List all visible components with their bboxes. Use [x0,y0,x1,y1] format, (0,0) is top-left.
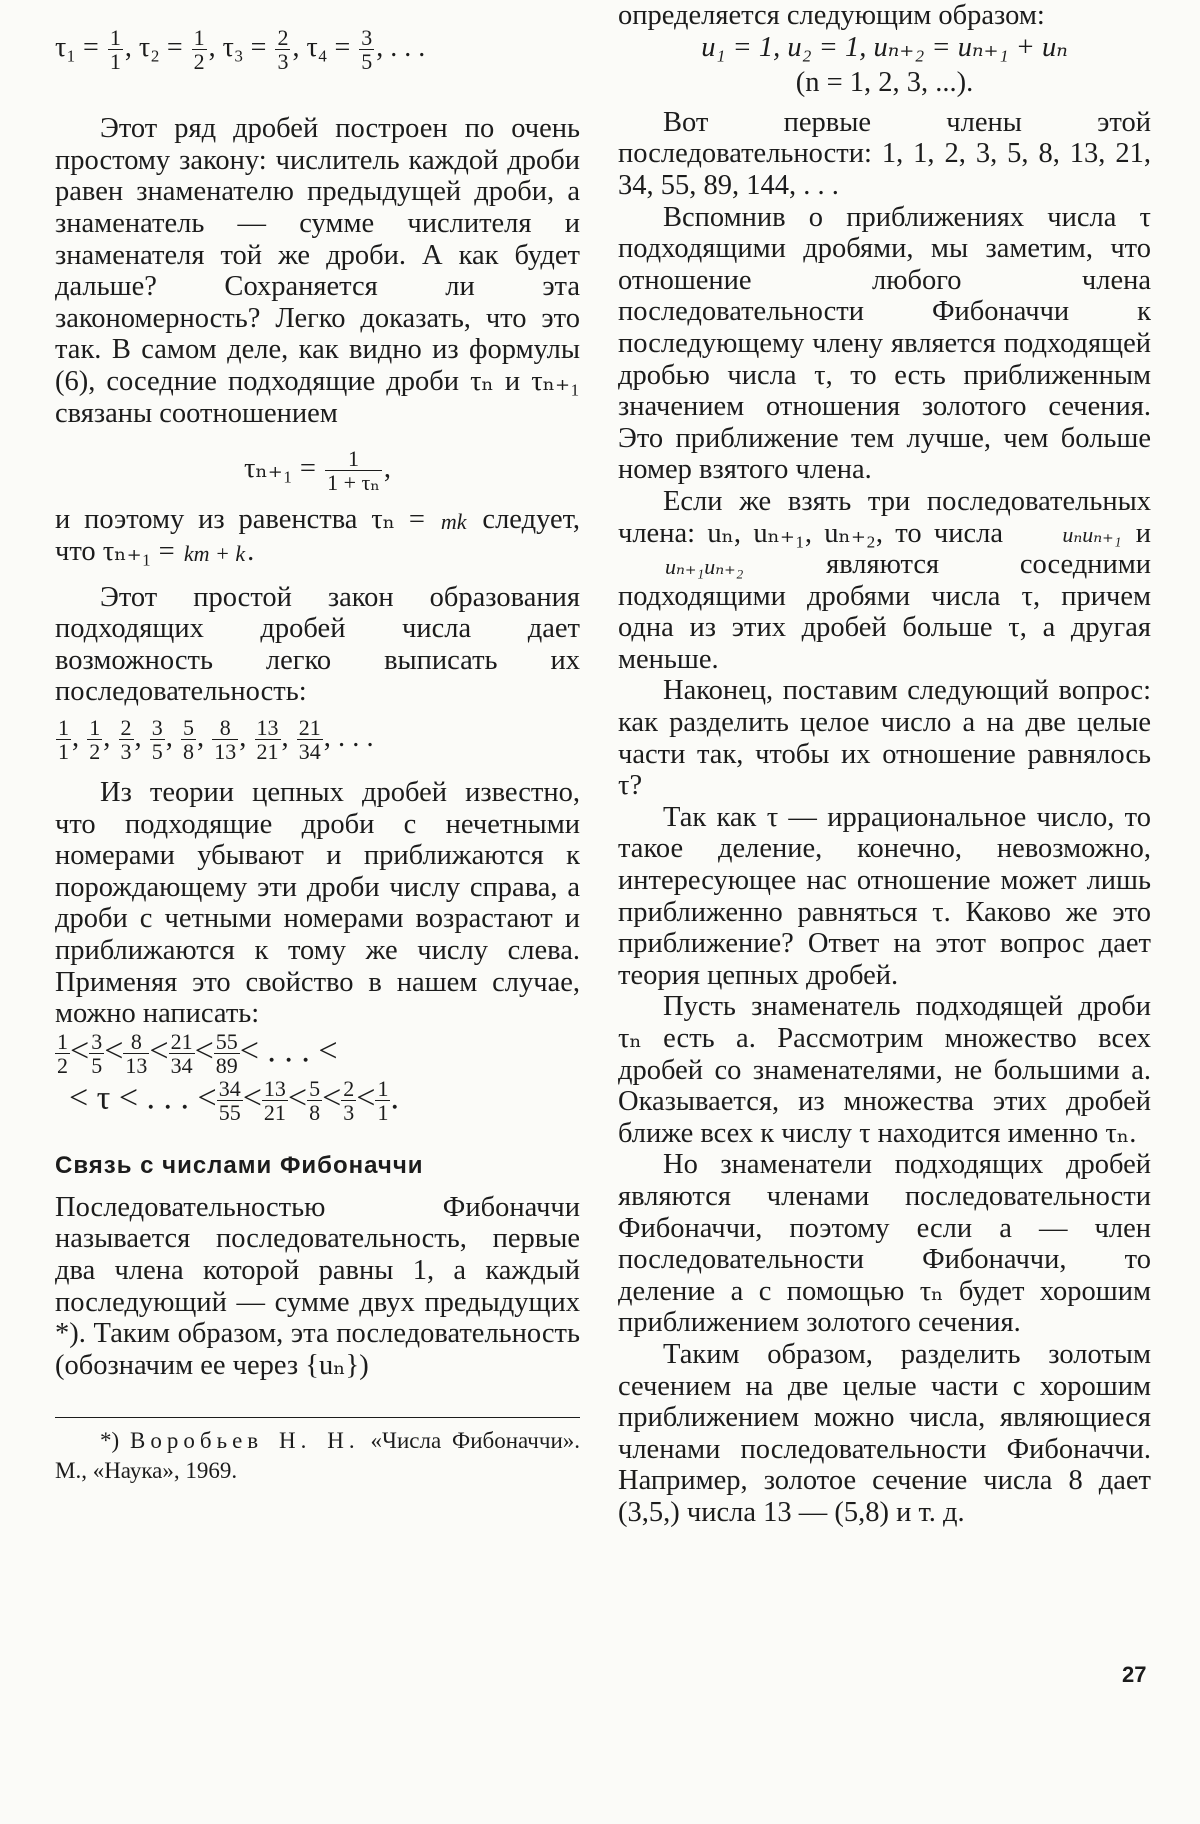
inequality-fraction: $\frac{1}{2}$ [57,1028,68,1078]
inequality-fraction: $\frac{21}{34}$ [170,1028,193,1078]
paragraph: Наконец, поставим следующий вопрос: как разделить целое число a на две целые части так, чтобы их отношение равнялось τ? [618,675,1151,802]
inequality-fraction: $\frac{2}{3}$ [343,1076,355,1126]
sequence-fraction: $\frac{13}{21}$ [256,714,279,764]
inequality-line-1: $\frac{1}{2}$ < $\frac{3}{5}$ < $\frac{8}{13}$ < $\frac{21}{34}$ < $\frac{55}{89}$ < . . . < [57,1028,338,1078]
fibonacci-definition: u₁ = 1, u₂ = 1, uₙ₊₂ = uₙ₊₁ + uₙ [701,31,1068,63]
inequality-fraction: $\frac{1}{1}$ [377,1076,389,1126]
tau-1: τ₁ = $\frac{1}{1}$ [55,25,121,75]
sequence-fraction: $\frac{8}{13}$ [214,714,237,764]
paragraph: Таким образом, разделить золотым сечением на две целые части с хорошим приближением можно числа, являющиеся членами последовательности Фибоначчи. Например, золотое сечение числа 8 дает (3,5,) числа 13 — (5,8) и т. д. [618,1338,1151,1528]
left-column [55,0,580,1486]
paragraph: Последовательностью Фибоначчи называется последовательность, первые два члена которой равны 1, а каждый последующий — сумме двух предыдущих *). Таким образом, эта последовательность (обозначим ее через {uₙ}) [55,1191,580,1381]
inequality-fraction: $\frac{55}{89}$ [215,1028,238,1078]
right-column [618,0,1151,1529]
sequence-fraction: $\frac{5}{8}$ [183,714,194,764]
sequence-fraction: $\frac{1}{2}$ [89,714,101,764]
sequence-fraction: $\frac{21}{34}$ [298,714,321,764]
inequality-fraction: $\frac{8}{13}$ [125,1028,148,1078]
tau-sequence: τ₁ = $\frac{1}{1}$ , τ₂ = $\frac{1}{2}$ , τ₃ = $\frac{2}{3}$ , τ₄ = $\frac{3}{5}$ , . . . [55,25,426,75]
paragraph: Пусть знаменатель подходящей дроби τₙ есть a. Рассмотрим множество всех дробей со знаменателями, не большими a. Оказывается, из множества этих дробей ближе всех к числу τ находится именно τₙ. [618,991,1151,1149]
inequality-line-2: < τ < . . . < $\frac{34}{55}$ < $\frac{13}{21}$ < $\frac{5}{8}$ < $\frac{2}{3}$ < $\frac{1}{1}$ . [69,1076,399,1126]
tau-3: τ₃ = $\frac{2}{3}$ [222,25,289,75]
sequence-fraction: $\frac{2}{3}$ [120,714,132,764]
inequality-fraction: $\frac{5}{8}$ [309,1076,321,1126]
paragraph: Вот первые члены этой последовательности: 1, 1, 2, 3, 5, 8, 13, 21, 34, 55, 89, 144, . . . [618,106,1151,201]
paragraph: Этот простой закон образования подходящих дробей числа дает возможность легко выписать их последовательность: [55,581,580,708]
paragraph: определяется следующим образом: [618,0,1045,31]
inequality-fraction: $\frac{13}{21}$ [263,1076,286,1126]
sequence-fraction: $\frac{1}{1}$ [58,714,69,764]
fibonacci-index-range: (n = 1, 2, 3, ...). [795,67,974,99]
paragraph: Этот ряд дробей построен по очень простому закону: числитель каждой дроби равен знаменателю предыдущей дроби, а знаменатель — сумме числителя и знаменателя той же дроби. А как будет дальше? Сохраняется ли эта закономерность? Легко доказать, что это так. В самом деле, как видно из формулы (6), соседние подходящие дроби τₙ и τₙ₊₁ связаны соотношением [55,113,580,429]
paragraph: Вспомнив о приближениях числа τ подходящими дробями, мы заметим, что отношение любого члена последовательности Фибоначчи к последующему члену является подходящей дробью числа τ, то есть приближенным значением отношения золотого сечения. Это приближение тем лучше, чем больше номер взятого члена. [618,201,1151,486]
inequality-fraction: $\frac{34}{55}$ [218,1076,241,1126]
sequence-fraction: $\frac{3}{5}$ [151,714,163,764]
paragraph-inline-formula: Если же взять три последовательных члена: uₙ, uₙ₊₁, uₙ₊₂, то числа uₙuₙ₊₁ и uₙ₊₁uₙ₊₂ являются соседними подходящими дробями числа τ, причем одна из этих дробей больше τ, а другая меньше. [618,485,1152,675]
tau-2: τ₂ = $\frac{1}{2}$ [138,25,205,75]
fraction-sequence: $\frac{1}{1}$ , $\frac{1}{2}$ , $\frac{2}{3}$ , $\frac{3}{5}$ , $\frac{5}{8}$ , $\frac{8}{13}$ , $\frac{13}{21}$ , $\frac{21}{34}$ , . . . [58,714,374,764]
tau-4: τ₄ = $\frac{3}{5}$ [306,25,373,75]
paragraph-inline-formula: и поэтому из равенства τₙ = mk следует, что τₙ₊₁ = km + k. [55,504,581,567]
page-number: 27 [1122,1662,1147,1687]
footnote: *) Воробьев Н. Н. «Числа Фибоначчи». М., «Наука», 1969. [55,1428,580,1484]
paragraph: Так как τ — иррациональное число, то такое деление, конечно, невозможно, интересующее нас отношение может лишь приближенно равняться τ. Каково же это приближение? Ответ на этот вопрос дает теория цепных дробей. [618,801,1151,991]
formula-recurrence: τₙ₊₁ = $\frac{1}{\text{1 + τₙ}}$ , [244,446,391,496]
paragraph: Но знаменатели подходящих дробей являются членами последовательности Фибоначчи, поэтому если a — член последовательности Фибоначчи, то деление a с помощью τₙ будет хорошим приближением золотого сечения. [618,1149,1151,1339]
paragraph: Из теории цепных дробей известно, что подходящие дроби с нечетными номерами убывают и приближаются к порождающему эти дроби числу справа, а дроби с четными номерами возрастают и приближаются к тому же числу слева. Применяя это свойство в нашем случае, можно написать: [55,777,580,1030]
section-heading: Связь с числами Фибоначчи [55,1152,424,1180]
inequality-fraction: $\frac{3}{5}$ [91,1028,103,1078]
